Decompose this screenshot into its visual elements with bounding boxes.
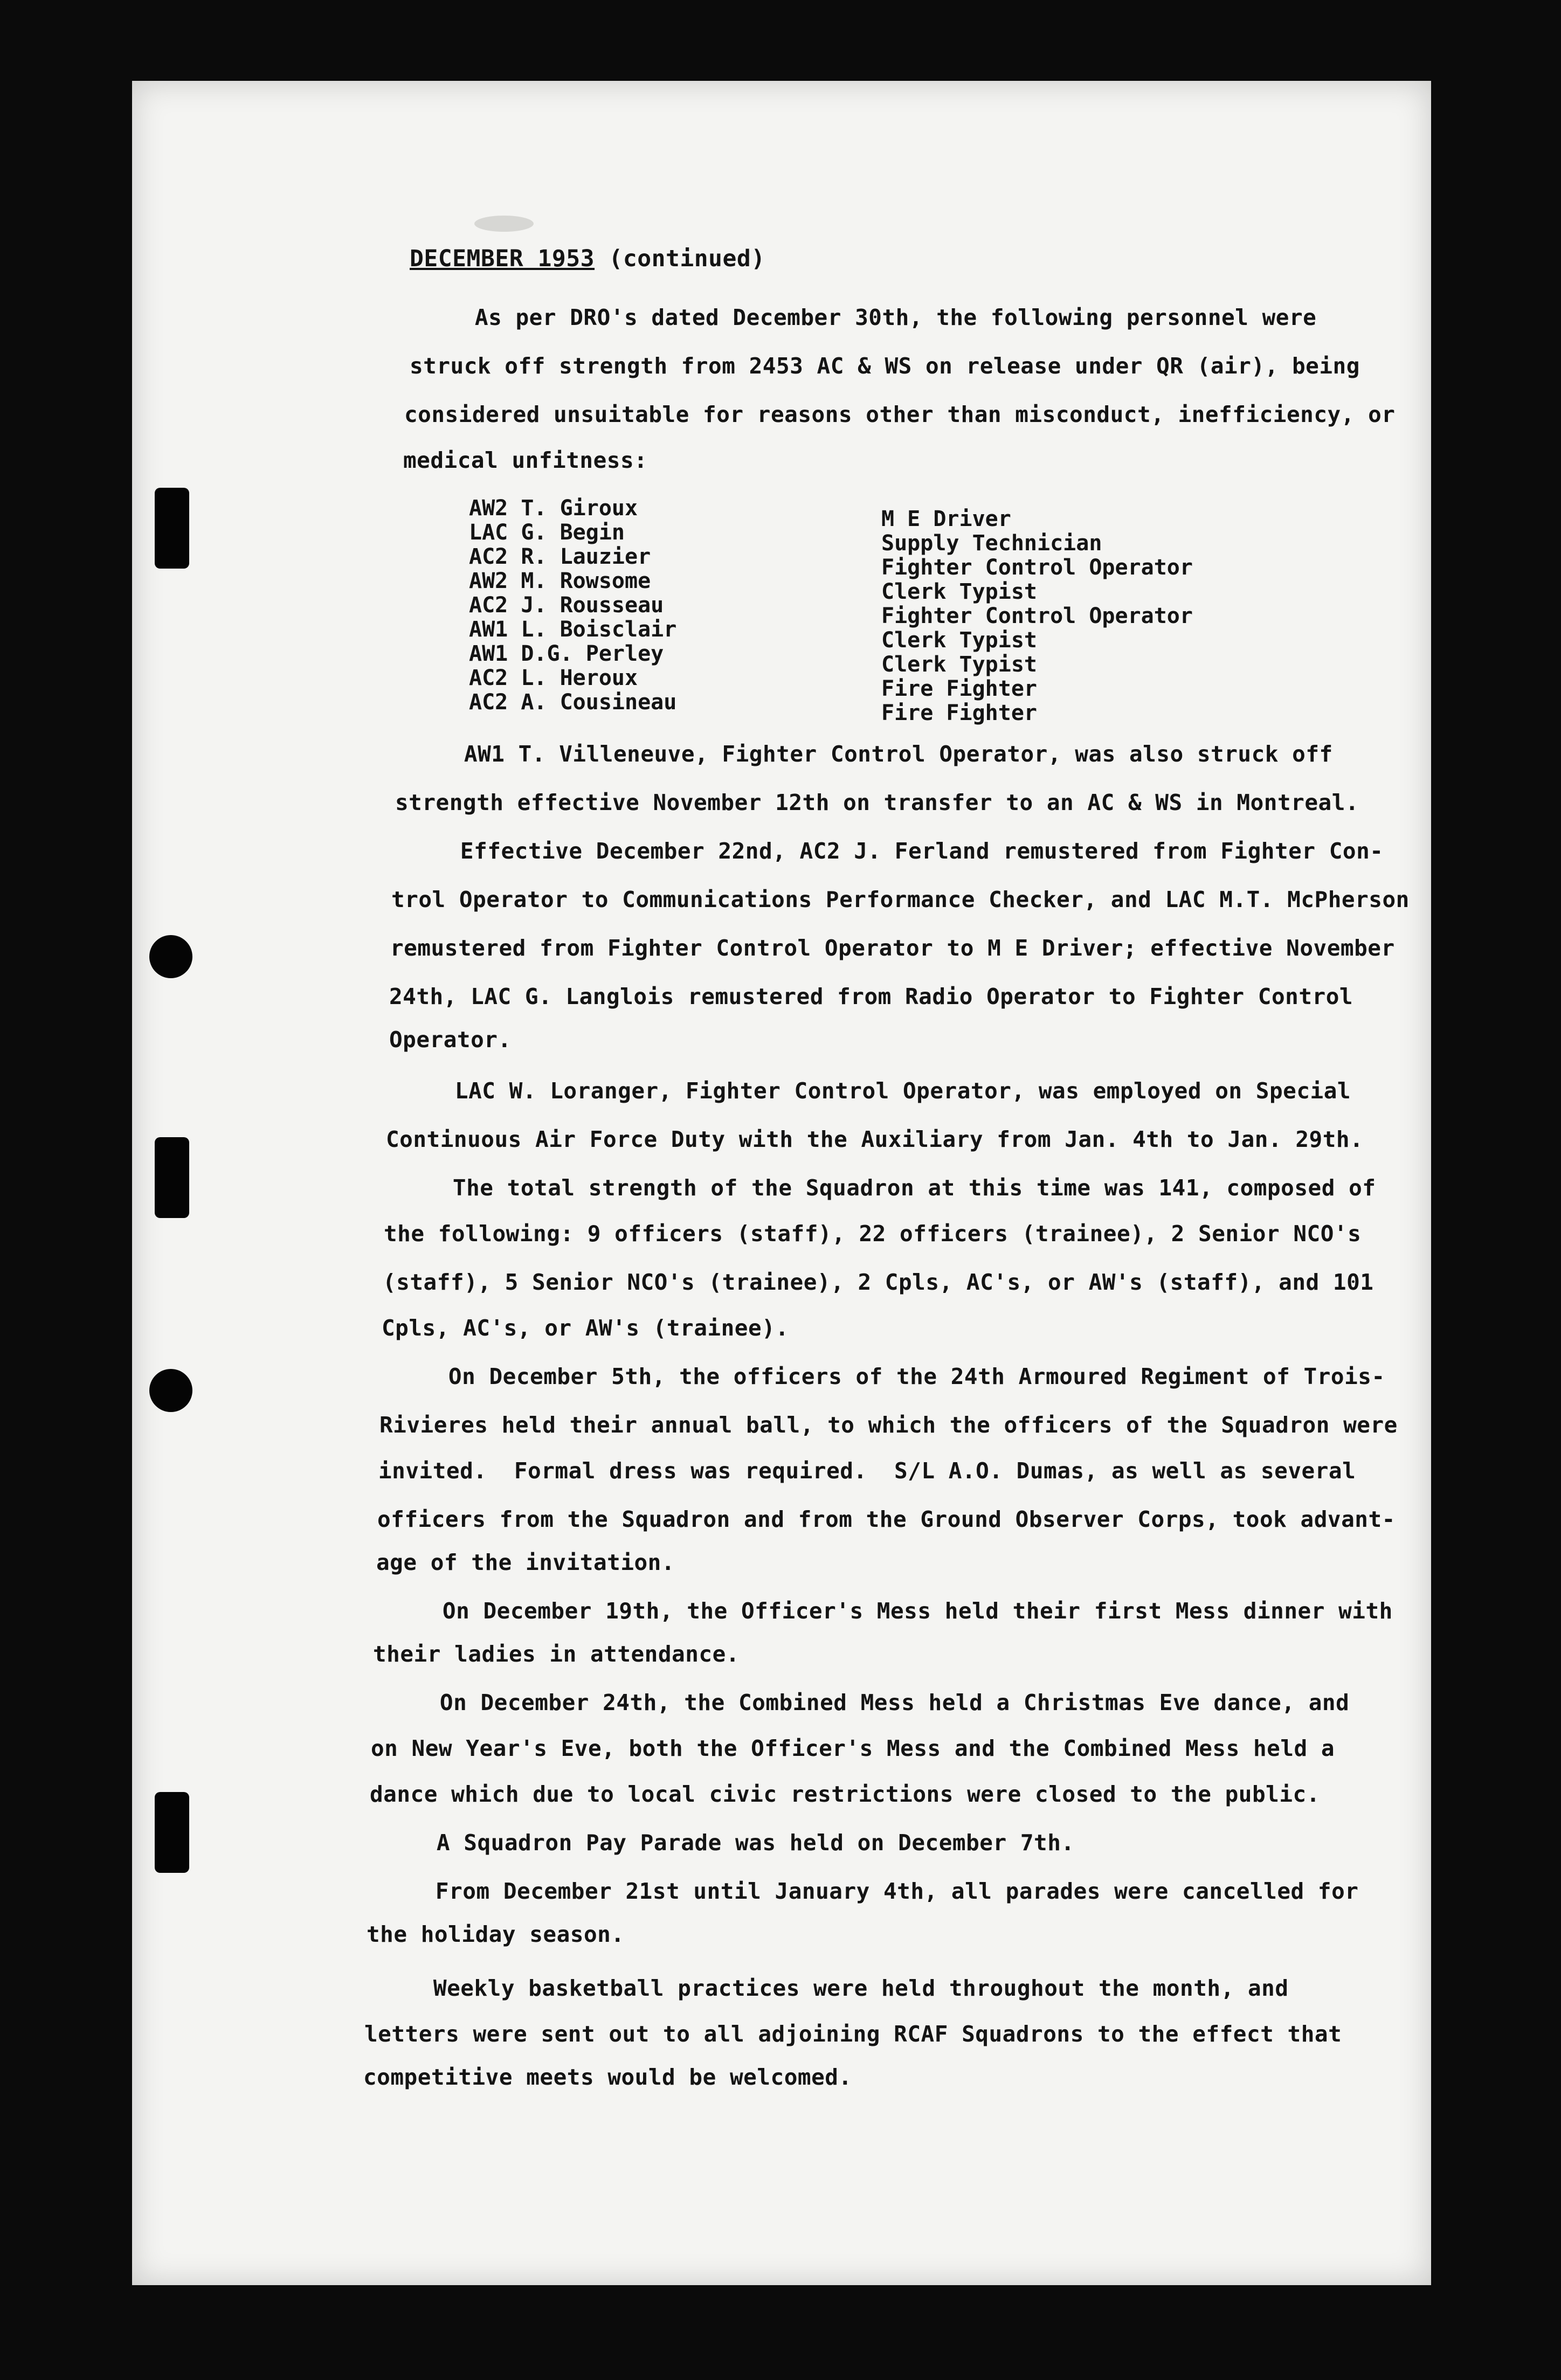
text-line: struck off strength from 2453 AC & WS on release under QR (air), being [410,353,1360,379]
roster-rank: AW2 [469,496,508,521]
text-line: invited. Formal dress was required. S/L A.O. Dumas, as well as several [378,1458,1356,1484]
roster-rank: AC2 [469,544,508,569]
roster-name [469,690,676,715]
text-line: trol Operator to Communications Performance Checker, and LAC M.T. McPherson [391,887,1410,912]
text-line: the holiday season. [367,1921,625,1947]
text-line: medical unfitness: [403,447,648,473]
roster-person: L. Boisclair [508,617,677,642]
roster-person: A. Cousineau [508,690,677,715]
text-line: On December 19th, the Officer's Mess held their first Mess dinner with [375,1598,1393,1624]
roster-name [469,617,676,642]
roster-name [469,496,638,521]
text-line: Cpls, AC's, or AW's (trainee). [382,1315,789,1341]
text-line: The total strength of the Squadron at this time was 141, composed of [385,1175,1376,1201]
text-line: remustered from Fighter Control Operator to M E Driver; effective November [390,935,1395,961]
roster-name [469,666,638,690]
text-line: 24th, LAC G. Langlois remustered from Radio Operator to Fighter Control [389,984,1353,1009]
text-line: competitive meets would be welcomed. [363,2064,852,2090]
text-line: From December 21st until January 4th, all parades were cancelled for [368,1878,1359,1904]
text-line: As per DRO's dated December 30th, the following personnel were [407,305,1317,330]
roster-person: T. Giroux [508,496,638,521]
text-line: Operator. [389,1027,512,1053]
roster-person: G. Begin [508,520,625,545]
roster-person: D.G. Perley [508,641,664,666]
text-line: On December 5th, the officers of the 24th Armoured Regiment of Trois- [381,1364,1385,1389]
text-line: AW1 T. Villeneuve, Fighter Control Operator, was also struck off [396,741,1333,767]
heading-month: DECEMBER 1953 [410,245,595,272]
roster-rank: AW1 [469,617,508,642]
text-line: (staff), 5 Senior NCO's (trainee), 2 Cpls, AC's, or AW's (staff), and 101 [383,1269,1374,1295]
text-line: considered unsuitable for reasons other than misconduct, inefficiency, or [404,402,1396,427]
roster-person: L. Heroux [508,666,638,690]
roster-person: J. Rousseau [508,593,664,618]
text-line: letters were sent out to all adjoining RCAF Squadrons to the effect that [364,2021,1342,2047]
roster-trade: Clerk Typist [881,579,1037,604]
text-line: A Squadron Pay Parade was held on December 7th. [369,1830,1075,1856]
roster-name [469,520,625,545]
roster-rank: AW1 [469,641,508,666]
text-line: Weekly basketball practices were held throughout the month, and [365,1975,1289,2001]
roster-trade: Fire Fighter [881,676,1037,701]
text-line: strength effective November 12th on transfer to an AC & WS in Montreal. [395,790,1359,815]
roster-trade: Fighter Control Operator [881,555,1193,580]
text-line: officers from the Squadron and from the Ground Observer Corps, took advant- [377,1506,1396,1532]
roster-rank: AC2 [469,666,508,690]
roster-person: R. Lauzier [508,544,651,569]
text-line: dance which due to local civic restrictions were closed to the public. [370,1781,1320,1807]
roster-trade: Fighter Control Operator [881,604,1193,628]
roster-rank: AC2 [469,593,508,618]
text-line: their ladies in attendance. [373,1641,740,1667]
text-line: LAC W. Loranger, Fighter Control Operator, was employed on Special [387,1078,1351,1104]
text-line: On December 24th, the Combined Mess held a Christmas Eve dance, and [372,1690,1350,1715]
roster-rank: LAC [469,520,508,545]
text-line: Effective December 22nd, AC2 J. Ferland remustered from Fighter Con- [392,838,1384,864]
roster-trade: Fire Fighter [881,701,1037,725]
text-line: age of the invitation. [376,1549,675,1575]
roster-name [469,569,651,593]
roster-trade: M E Driver [881,507,1011,531]
roster-rank: AW2 [469,569,508,593]
roster-rank: AC2 [469,690,508,715]
text-line: Rivieres held their annual ball, to which the officers of the Squadron were [379,1412,1398,1438]
roster-name [469,544,651,569]
roster-person: M. Rowsome [508,569,651,593]
text-line: Continuous Air Force Duty with the Auxiliary from Jan. 4th to Jan. 29th. [386,1126,1364,1152]
page-heading [410,245,765,272]
roster-trade: Clerk Typist [881,652,1037,677]
text-line: the following: 9 officers (staff), 22 officers (trainee), 2 Senior NCO's [384,1221,1362,1247]
roster-name [469,593,664,618]
heading-continued: (continued) [595,245,765,272]
text-line: on New Year's Eve, both the Officer's Mess and the Combined Mess held a [371,1735,1335,1761]
roster-trade: Supply Technician [881,531,1102,556]
roster-trade: Clerk Typist [881,628,1037,653]
roster-name [469,641,664,666]
